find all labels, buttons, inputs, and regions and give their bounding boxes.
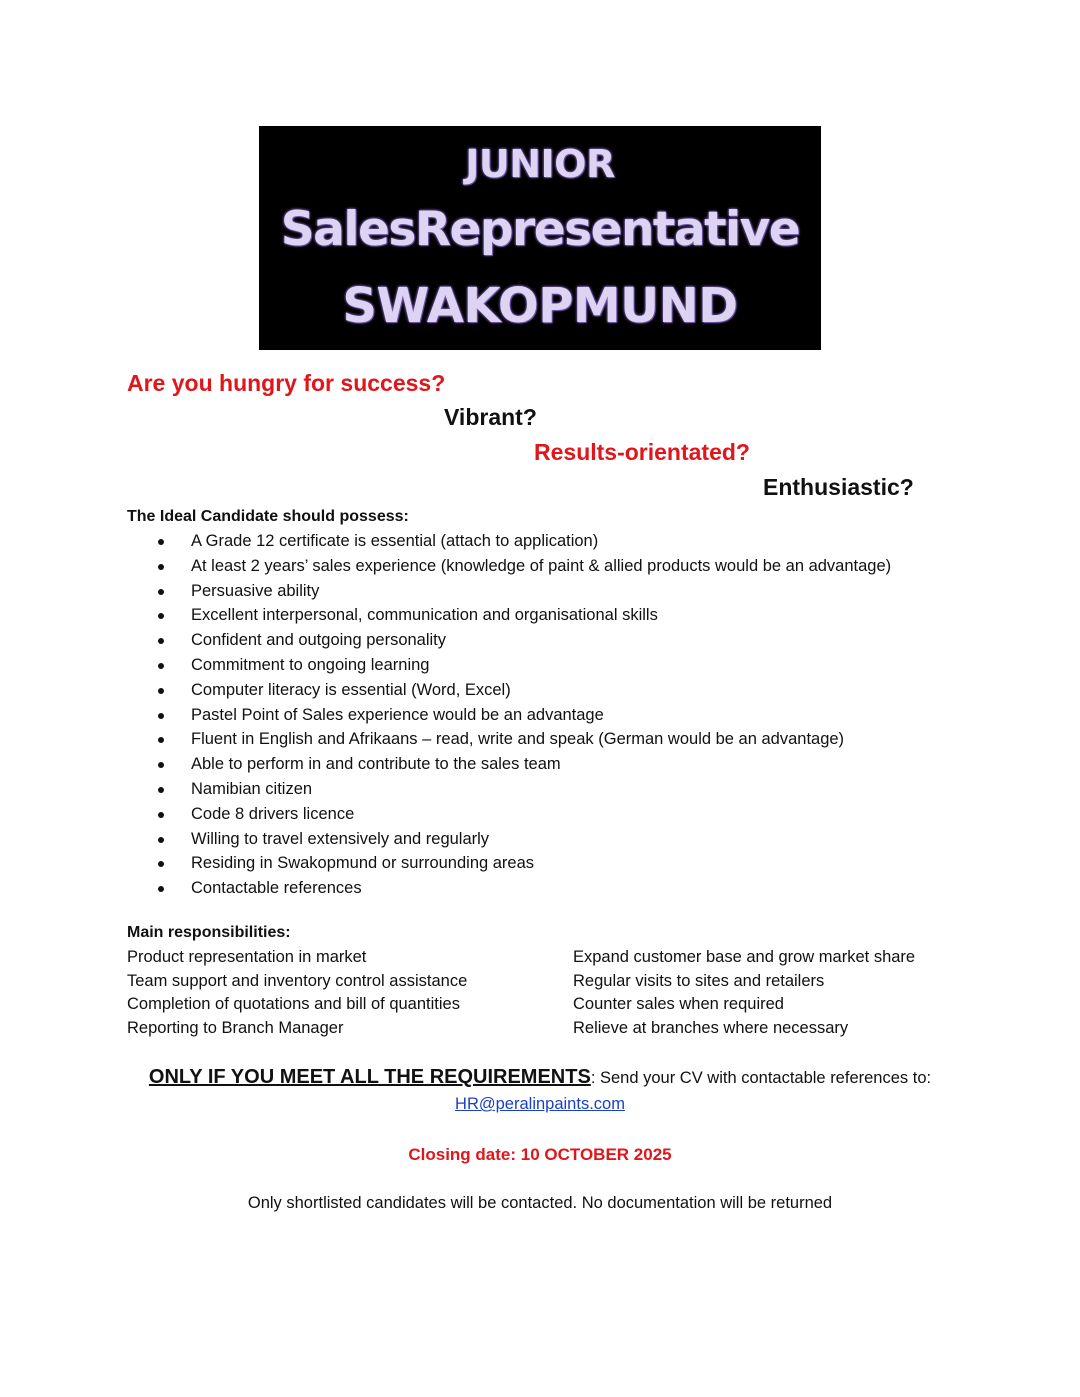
requirement-text: Able to perform in and contribute to the sales team	[191, 755, 561, 774]
requirement-text: Code 8 drivers licence	[191, 804, 355, 823]
bullet-icon	[158, 861, 164, 867]
requirement-item	[150, 777, 1030, 802]
bullet-icon	[158, 613, 164, 619]
requirement-item	[150, 827, 1030, 852]
bullet-icon	[158, 589, 164, 595]
requirement-text: Pastel Point of Sales experience would be an advantage	[191, 705, 604, 724]
question-results: Results-orientated?	[534, 439, 750, 465]
requirement-item	[150, 554, 1030, 579]
requirement-item	[150, 851, 1030, 876]
apply-instruction-text: : Send your CV with contactable references to:	[590, 1069, 932, 1087]
responsibility-item: Product representation in market	[127, 948, 367, 966]
requirement-item	[150, 579, 1030, 604]
responsibility-item: Counter sales when required	[573, 995, 784, 1014]
question-hungry: Are you hungry for success?	[127, 370, 446, 396]
requirement-item	[150, 876, 1030, 901]
title-banner	[259, 126, 821, 350]
responsibility-item: Regular visits to sites and retailers	[573, 971, 825, 990]
requirements-list	[150, 529, 1030, 901]
requirement-item	[150, 628, 1030, 653]
responsibility-item: Team support and inventory control assistance	[127, 971, 468, 990]
responsibilities-left-column	[127, 946, 467, 1041]
bullet-icon	[158, 663, 164, 669]
email-link[interactable]: HR@peralinpaints.com	[455, 1095, 625, 1113]
responsibility-item: Completion of quotations and bill of quantities	[127, 995, 460, 1014]
requirement-text: At least 2 years’ sales experience (knowledge of paint & allied products would be an advantage)	[191, 556, 892, 575]
requirement-text: Computer literacy is essential (Word, Excel)	[191, 680, 511, 699]
requirement-text: Contactable references	[191, 879, 362, 898]
banner-line-position: SalesRepresentative	[280, 202, 800, 257]
closing-date: Closing date: 10 OCTOBER 2025	[408, 1145, 672, 1164]
requirement-text: A Grade 12 certificate is essential (attach to application)	[191, 532, 599, 550]
requirements-heading: The Ideal Candidate should possess:	[127, 508, 409, 525]
bullet-icon	[158, 638, 164, 644]
bullet-icon	[158, 713, 164, 719]
responsibility-item: Reporting to Branch Manager	[127, 1019, 344, 1038]
requirements-emphasis: ONLY IF YOU MEET ALL THE REQUIREMENTS	[148, 1066, 591, 1088]
requirement-item	[150, 678, 1030, 703]
requirement-item	[150, 703, 1030, 728]
requirement-item	[150, 802, 1030, 827]
bullet-icon	[158, 564, 164, 570]
requirement-text: Confident and outgoing personality	[191, 631, 447, 650]
requirement-item	[150, 653, 1030, 678]
bullet-icon	[158, 837, 164, 843]
requirement-text: Residing in Swakopmund or surrounding areas	[191, 854, 535, 873]
banner-line-junior: JUNIOR	[465, 142, 615, 186]
requirement-text: Namibian citizen	[191, 779, 313, 798]
footer-note: Only shortlisted candidates will be contacted. No documentation will be returned	[247, 1194, 833, 1212]
requirement-item	[150, 603, 1030, 628]
requirement-text: Persuasive ability	[191, 581, 320, 600]
bullet-icon	[158, 539, 164, 545]
requirement-text: Commitment to ongoing learning	[191, 655, 430, 674]
bullet-icon	[158, 787, 164, 793]
apply-instructions	[0, 1066, 1080, 1089]
bullet-icon	[158, 737, 164, 743]
responsibility-item: Expand customer base and grow market share	[573, 948, 916, 966]
requirement-text: Willing to travel extensively and regularly	[191, 829, 490, 848]
banner-line-location: SWAKOPMUND	[342, 278, 738, 334]
requirement-text: Excellent interpersonal, communication and organisational skills	[191, 606, 658, 625]
requirement-text: Fluent in English and Afrikaans – read, write and speak (German would be an advantage)	[191, 730, 845, 749]
requirement-item	[150, 529, 1030, 554]
question-enthusiastic: Enthusiastic?	[763, 474, 914, 500]
bullet-icon	[158, 762, 164, 768]
responsibilities-heading: Main responsibilities:	[127, 924, 291, 941]
requirement-item	[150, 752, 1030, 777]
bullet-icon	[158, 886, 164, 892]
responsibility-item: Relieve at branches where necessary	[573, 1019, 849, 1038]
question-vibrant: Vibrant?	[444, 404, 537, 430]
responsibilities-right-column	[573, 946, 915, 1041]
requirement-item	[150, 727, 1030, 752]
bullet-icon	[158, 812, 164, 818]
bullet-icon	[158, 688, 164, 694]
